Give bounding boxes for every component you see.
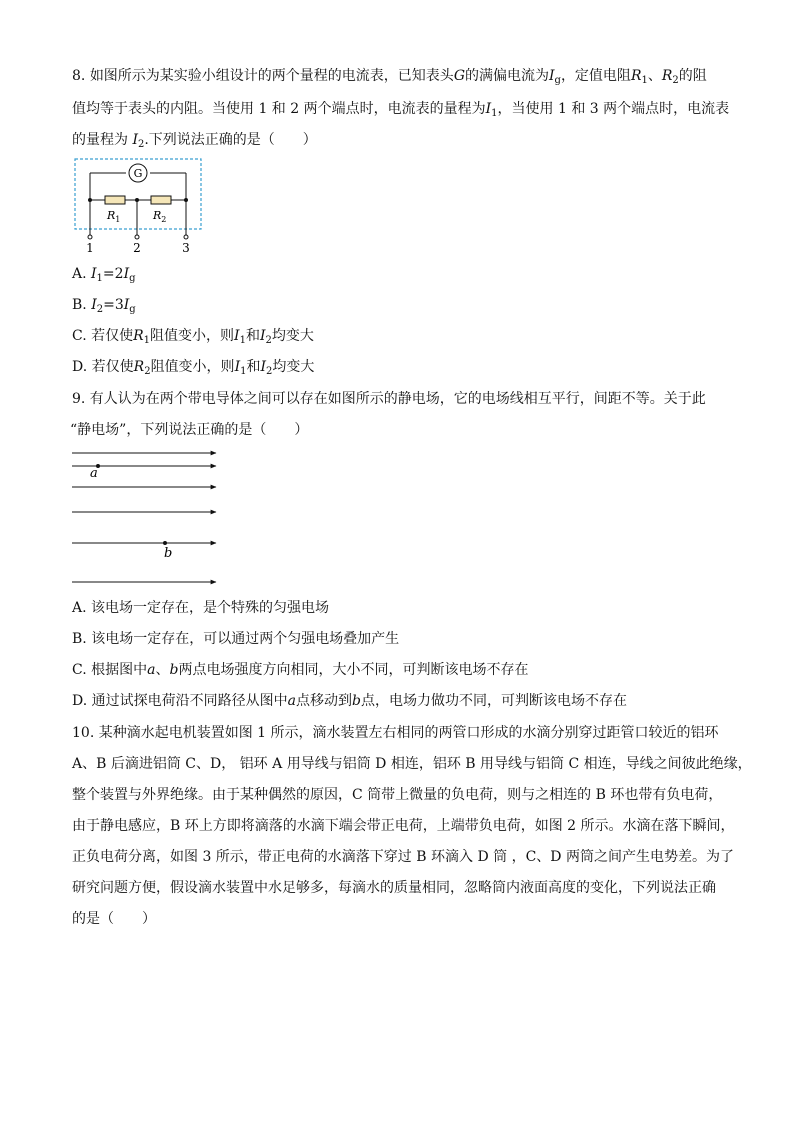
q9-option-a[interactable]: A. 该电场一定存在，是个特殊的匀强电场 [72, 600, 330, 616]
q8-option-b[interactable]: B. $I_2=3I_g$ [72, 297, 136, 315]
q8-circuit-figure [70, 155, 210, 255]
q8-line-1: 8. 如图所示为某实验小组设计的两个量程的电流表，已知表头G的满偏电流为$I_g$，定值电阻$R_1$、$R_2$的阻 [72, 68, 707, 86]
q9-field-figure [70, 446, 220, 588]
svg-text:b: b [164, 546, 173, 561]
q10-line-6: 研究问题方便，假设滴水装置中水足够多，每滴水的质量相同，忽略筒内液面高度的变化，下列说法正确 [72, 880, 716, 896]
q9-line-2: “静电场”，下列说法正确的是（ ） [70, 422, 309, 438]
q10-line-1: 10. 某种滴水起电机装置如图 1 所示，滴水装置左右相同的两管口形成的水滴分别穿过距管口较近的铝环 [72, 725, 719, 741]
q10-line-5: 正负电荷分离，如图 3 所示，带正电荷的水滴落下穿过 B 环滴入 D 筒 ，C、D 两筒之间产生电势差。为了 [72, 849, 734, 865]
resistor-r1 [105, 196, 125, 204]
q10-line-2: A、B 后滴进铝筒 C、D， 铝环 A 用导线与铝筒 D 相连，铝环 B 用导线与铝筒 C 相连，导线之间彼此绝缘， [72, 756, 752, 772]
meter-label: G [133, 167, 143, 180]
q8-line-2: 值均等于表头的内阻。当使用 1 和 2 两个端点时，电流表的量程为$I_1$，当使用 1 和 3 两个端点时，电流表 [72, 101, 730, 119]
q8-line-3: 的量程为 $I_2$.下列说法正确的是（ ） [72, 132, 317, 150]
svg-text:R2: $R_2$ [153, 209, 167, 224]
q10-line-4: 由于静电感应，B 环上方即将滴落的水滴下端会带正电荷，上端带负电荷，如图 2 所示。水滴在落下瞬间， [72, 818, 735, 834]
terminal-3 [184, 235, 188, 239]
terminal-1 [88, 235, 92, 239]
q9-line-1: 9. 有人认为在两个带电导体之间可以存在如图所示的静电场，它的电场线相互平行，间距不等。关于此 [72, 391, 706, 407]
resistor-r2 [151, 196, 171, 204]
q9-option-c[interactable]: C. 根据图中a、b两点电场强度方向相同，大小不同，可判断该电场不存在 [72, 662, 529, 678]
q10-line-3: 整个装置与外界绝缘。由于某种偶然的原因，C 筒带上微量的负电荷，则与之相连的 B 环也带有负电荷， [72, 787, 723, 803]
point-b [163, 541, 167, 545]
svg-text:R1: $R_1$ [107, 209, 121, 224]
svg-text:2: 2 [133, 241, 141, 255]
q9-option-d[interactable]: D. 通过试探电荷沿不同路径从图中a点移动到b点，电场力做功不同，可判断该电场不存在 [72, 693, 627, 709]
q9-option-b[interactable]: B. 该电场一定存在，可以通过两个匀强电场叠加产生 [72, 631, 400, 647]
svg-text:3: 3 [182, 241, 190, 255]
svg-text:1: 1 [86, 241, 94, 255]
q10-line-7: 的是（ ） [72, 911, 156, 927]
q8-option-c[interactable]: C. 若仅使$R_1$阻值变小，则$I_1$和$I_2$均变大 [72, 328, 314, 346]
q8-option-d[interactable]: D. 若仅使$R_2$阻值变小，则$I_1$和$I_2$均变大 [72, 359, 315, 377]
svg-text:a: a [90, 466, 98, 481]
q8-option-a[interactable]: A. $I_1=2I_g$ [72, 266, 136, 284]
terminal-2 [135, 235, 139, 239]
